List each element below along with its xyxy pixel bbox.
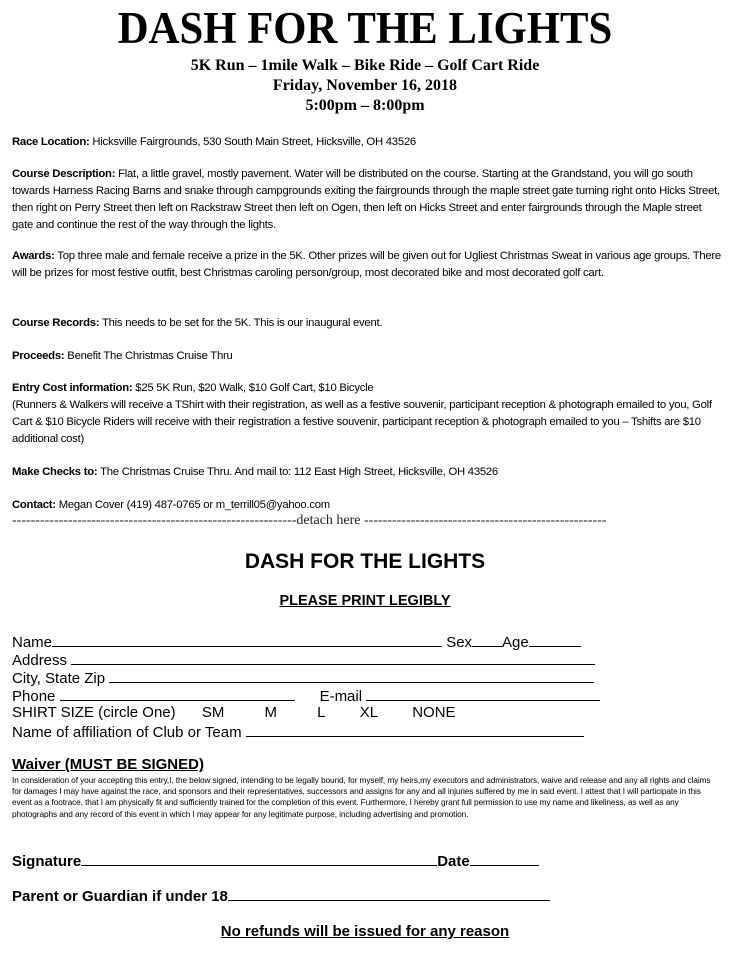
shirt-size-m[interactable]: M xyxy=(264,704,277,721)
print-legibly-instruction: PLEASE PRINT LEGIBLY xyxy=(279,593,451,609)
signature-label: Signature xyxy=(12,853,82,870)
phone-field[interactable] xyxy=(60,686,295,701)
email-label: E-mail xyxy=(319,688,363,705)
age-field[interactable] xyxy=(529,632,581,647)
shirt-size-xl[interactable]: XL xyxy=(359,704,379,721)
waiver-text: In consideration of your accepting this entry,I, the below signed, intending to be legally bound, for myself, my heirs,my executors and administrators, waive and release and any all rights and claims for damages I may have against the race, and sponsors and their representatives, successors and assigns for any and all injuries suffered by me in said event. I attest that I will participate in this event as a footrace, that I am physically fit and sufficiently trained for the completion of this event. Furthermore, I hereby grant full permission to use my name and likeliness, as well as any photographs and any record of this event in which I may appear for any legitimate purpose, including advertising and promotion. xyxy=(12,775,711,819)
entry-cost-label: Entry Cost information: xyxy=(12,382,133,394)
age-label: Age xyxy=(502,634,529,651)
proceeds-label: Proceeds: xyxy=(12,350,65,362)
make-checks xyxy=(12,464,724,481)
awards xyxy=(12,248,724,282)
race-location-label: Race Location: xyxy=(12,136,90,148)
waiver-heading: Waiver (MUST BE SIGNED) xyxy=(12,756,204,773)
event-time: 5:00pm – 8:00pm xyxy=(305,97,425,114)
address-field[interactable] xyxy=(71,650,595,665)
address-row xyxy=(12,650,595,670)
sex-label: Sex xyxy=(446,634,473,651)
entry-cost xyxy=(12,380,724,448)
course-records-value: This needs to be set for the 5K. This is our inaugural event. xyxy=(99,317,383,329)
shirt-size-label: SHIRT SIZE (circle One) xyxy=(12,704,176,721)
proceeds-value: Benefit The Christmas Cruise Thru xyxy=(64,350,233,362)
course-records xyxy=(12,315,724,332)
contact-label: Contact: xyxy=(12,499,56,511)
shirt-size-l[interactable]: L xyxy=(317,704,326,721)
awards-label: Awards: xyxy=(12,250,55,262)
contact-value: Megan Cover (419) 487-0765 or m_terrill05@yahoo.com xyxy=(55,499,330,511)
entry-cost-value: $25 5K Run, $20 Walk, $10 Golf Cart, $10 Bicycle xyxy=(132,382,374,394)
guardian-signature-field[interactable] xyxy=(228,886,550,901)
signature-row xyxy=(12,851,539,870)
name-label: Name xyxy=(12,634,53,651)
shirt-size-sm[interactable]: SM xyxy=(201,704,225,721)
course-description-label: Course Description: xyxy=(12,168,116,180)
club-row xyxy=(12,722,584,742)
phone-label: Phone xyxy=(12,688,56,705)
course-records-label: Course Records: xyxy=(12,317,100,329)
make-checks-value: The Christmas Cruise Thru. And mail to: 112 East High Street, Hicksville, OH 43526 xyxy=(97,466,498,478)
shirt-size-row xyxy=(12,704,456,722)
address-label: Address xyxy=(12,652,68,669)
sex-field[interactable] xyxy=(472,632,502,647)
entry-cost-note: (Runners & Walkers will receive a TShirt with their registration, as well as a festive souvenir, participant reception & photograph emailed to you, Golf Cart & $10 Bicycle Riders will receive with their registration a festive souvenir, participant reception & photograph emailed to you – Tshifts are $10 additional cost) xyxy=(12,399,712,445)
shirt-size-none[interactable]: NONE xyxy=(412,704,456,721)
awards-value: Top three male and female receive a prize in the 5K. Other prizes will be given out for Ugliest Christmas Sweat in various age groups. There will be prizes for most festive outfit, best Christmas caroling person/group, most decorated bike and most decorated golf cart. xyxy=(12,250,721,279)
date-label: Date xyxy=(437,853,470,870)
name-field[interactable] xyxy=(52,632,442,647)
event-title: DASH FOR THE LIGHTS xyxy=(117,3,613,53)
course-description-value: Flat, a little gravel, mostly pavement. Water will be distributed on the course. Starting at the Grandstand, you will go south towards Harness Racing Barns and snake through campgrounds exiting the fairgrounds through the maple street gate turning right onto Hicks Street, then right on Perry Street then left on Rackstraw Street then left on Ogen, then left on Hicks Street and enter fairgrounds through the Maple street gate and continue the rest of the way through the lights. xyxy=(12,168,720,231)
signature-field[interactable] xyxy=(81,851,437,866)
name-row xyxy=(12,632,581,652)
guardian-row xyxy=(12,886,550,905)
city-state-zip-label: City, State Zip xyxy=(12,670,106,687)
email-field[interactable] xyxy=(366,686,600,701)
detach-line: -------------------------------------------------------------detach here ---------------------------------------------------- xyxy=(12,513,607,528)
guardian-label: Parent or Guardian if under 18 xyxy=(12,888,228,905)
phone-email-row xyxy=(12,686,600,706)
no-refunds-notice: No refunds will be issued for any reason xyxy=(220,923,510,940)
form-title: DASH FOR THE LIGHTS xyxy=(244,550,486,573)
city-state-zip-field[interactable] xyxy=(109,668,594,683)
course-description xyxy=(12,166,724,234)
event-subtitle: 5K Run – 1mile Walk – Bike Ride – Golf Cart Ride xyxy=(190,57,540,74)
event-date: Friday, November 16, 2018 xyxy=(272,77,458,94)
city-row xyxy=(12,668,594,688)
race-location-value: Hicksville Fairgrounds, 530 South Main Street, Hicksville, OH 43526 xyxy=(89,136,416,148)
make-checks-label: Make Checks to: xyxy=(12,466,98,478)
proceeds xyxy=(12,348,724,365)
date-field[interactable] xyxy=(470,851,539,866)
club-label: Name of affiliation of Club or Team xyxy=(12,724,242,741)
club-field[interactable] xyxy=(246,722,584,737)
race-location xyxy=(12,134,724,151)
